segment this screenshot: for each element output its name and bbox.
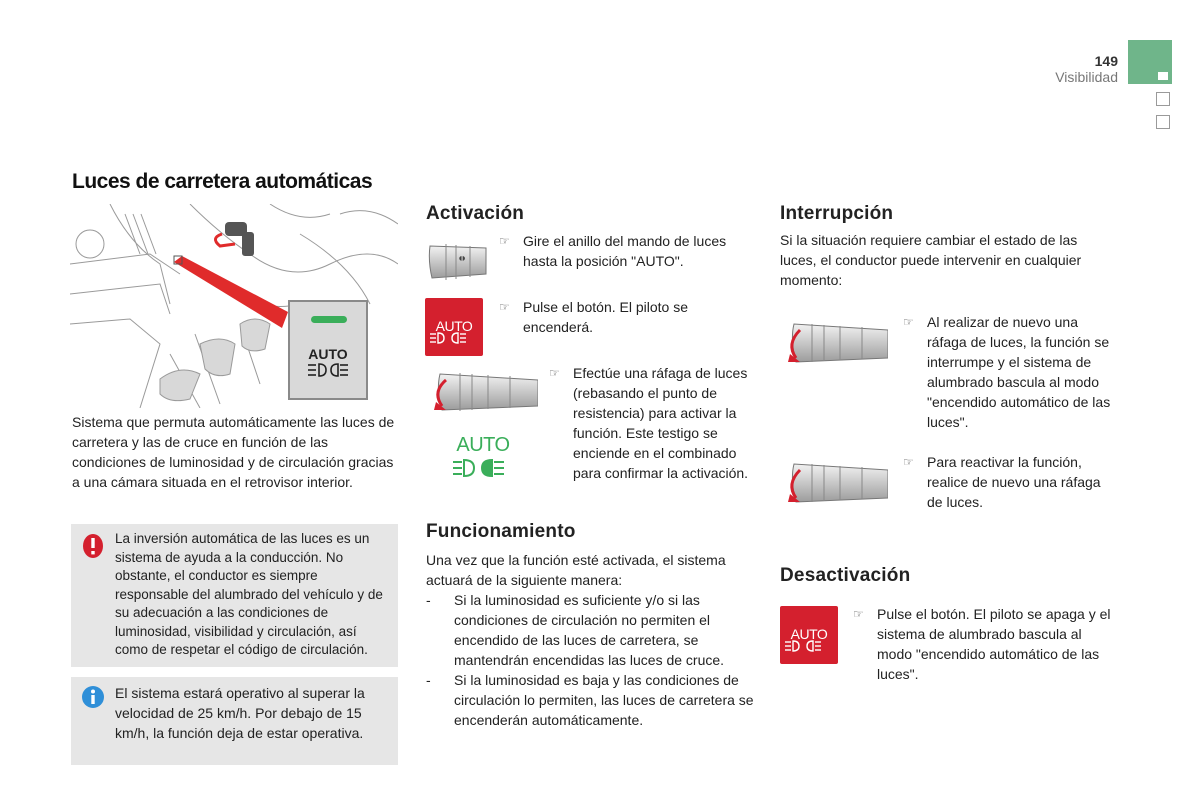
operation-intro: Una vez que la función esté activada, el sistema actuará de la siguiente manera: bbox=[426, 552, 726, 588]
pointer-icon: ☞ bbox=[499, 234, 510, 248]
interruption-intro: Si la situación requiere cambiar el estado de las luces, el conductor puede intervenir en cualquier momento: bbox=[780, 232, 1082, 288]
headlight-icon bbox=[452, 458, 514, 478]
list-item-text: Si la luminosidad es baja y las condiciones de circulación lo permiten, las luces de carretera se encenderán automáticamente. bbox=[454, 672, 754, 728]
deactivation-heading: Desactivación bbox=[780, 565, 911, 586]
dash-mark: - bbox=[426, 672, 431, 688]
interruption-step-2-text: Para reactivar la función, realice de nuevo una ráfaga de luces. bbox=[927, 454, 1101, 510]
chapter-tab-box bbox=[1156, 92, 1170, 106]
light-stalk-flash-image bbox=[426, 366, 538, 418]
operation-heading: Funcionamiento bbox=[426, 521, 576, 542]
activation-step-3-text: Efectúe una ráfaga de luces (rebasando el punto de resistencia) para activar la función. Este testigo se enciende en el combinado para confirmar la activación. bbox=[573, 365, 749, 481]
chapter-tab-box bbox=[1156, 115, 1170, 129]
dashboard-illustration bbox=[70, 204, 398, 408]
pointer-icon: ☞ bbox=[903, 315, 914, 329]
headlight-icon bbox=[784, 639, 834, 653]
activation-step-3 bbox=[549, 363, 753, 483]
intro-paragraph: Sistema que permuta automáticamente las luces de carretera y las de cruce en función de las condiciones de luminosidad y de circulación gracias a una cámara situada en el retrovisor interior. bbox=[72, 414, 395, 490]
list-item bbox=[426, 590, 756, 670]
section-label: Visibilidad bbox=[1055, 69, 1118, 85]
light-stalk-flash-image bbox=[782, 318, 888, 370]
info-icon bbox=[81, 685, 105, 709]
auto-indicator-image bbox=[451, 434, 515, 480]
interruption-step-2 bbox=[903, 452, 1112, 512]
headlight-icon bbox=[306, 362, 352, 378]
dash-mark: - bbox=[426, 592, 431, 608]
auto-button-image bbox=[425, 298, 483, 356]
auto-button-image bbox=[780, 606, 838, 664]
led-indicator bbox=[311, 316, 347, 323]
activation-step-2 bbox=[499, 297, 753, 337]
dashboard-auto-label: AUTO bbox=[308, 346, 348, 362]
exclamation-icon bbox=[82, 533, 104, 559]
interruption-step-1 bbox=[903, 312, 1112, 432]
deactivation-step-1 bbox=[853, 604, 1112, 684]
auto-label: AUTO bbox=[790, 626, 828, 642]
pointer-icon: ☞ bbox=[549, 366, 560, 380]
activation-step-1-text: Gire el anillo del mando de luces hasta la posición "AUTO". bbox=[523, 233, 727, 269]
page-title: Luces de carretera automáticas bbox=[72, 170, 373, 193]
auto-indicator-label: AUTO bbox=[456, 434, 510, 456]
chapter-tab-marker bbox=[1128, 40, 1172, 84]
pointer-icon: ☞ bbox=[499, 300, 510, 314]
light-stalk-flash-image bbox=[782, 458, 888, 510]
page-number: 149 bbox=[1094, 53, 1118, 69]
activation-heading: Activación bbox=[426, 203, 525, 224]
deactivation-step-1-text: Pulse el botón. El piloto se apaga y el sistema de alumbrado bascula al modo "encendido automático de las luces". bbox=[877, 606, 1111, 682]
warning-text: La inversión automática de las luces es un sistema de ayuda a la conducción. No obstante, el conductor es siempre responsable del alumbrado del vehículo y de su adecuación a las condiciones de luminosidad, visibilidad y circulación, así como de respetar el código de circulación. bbox=[115, 531, 383, 657]
activation-step-1 bbox=[499, 231, 753, 271]
interruption-heading: Interrupción bbox=[780, 203, 894, 224]
svg-text:◖◗: ◖◗ bbox=[459, 255, 466, 262]
info-note bbox=[71, 677, 398, 765]
info-text: El sistema estará operativo al superar la velocidad de 25 km/h. Por debajo de 15 km/h, la función deja de estar operativa. bbox=[115, 685, 365, 741]
auto-label: AUTO bbox=[435, 318, 473, 334]
list-item bbox=[426, 670, 756, 730]
list-item-text: Si la luminosidad es suficiente y/o si las condiciones de circulación no permiten el encendido de las luces de carretera, se mantendrán encendidas las luces de cruce. bbox=[454, 592, 725, 668]
operation-list bbox=[426, 590, 756, 730]
pointer-icon: ☞ bbox=[853, 607, 864, 621]
interruption-step-1-text: Al realizar de nuevo una ráfaga de luces, la función se interrumpe y el sistema de alumbrado bascula al modo "encendido automático de las luces". bbox=[927, 314, 1111, 430]
pointer-icon: ☞ bbox=[903, 455, 914, 469]
dashboard-auto-button bbox=[288, 300, 368, 400]
headlight-icon bbox=[429, 331, 479, 345]
light-stalk-ring-image bbox=[426, 236, 488, 286]
warning-note bbox=[71, 524, 398, 667]
activation-step-2-text: Pulse el botón. El piloto se encenderá. bbox=[523, 299, 688, 335]
